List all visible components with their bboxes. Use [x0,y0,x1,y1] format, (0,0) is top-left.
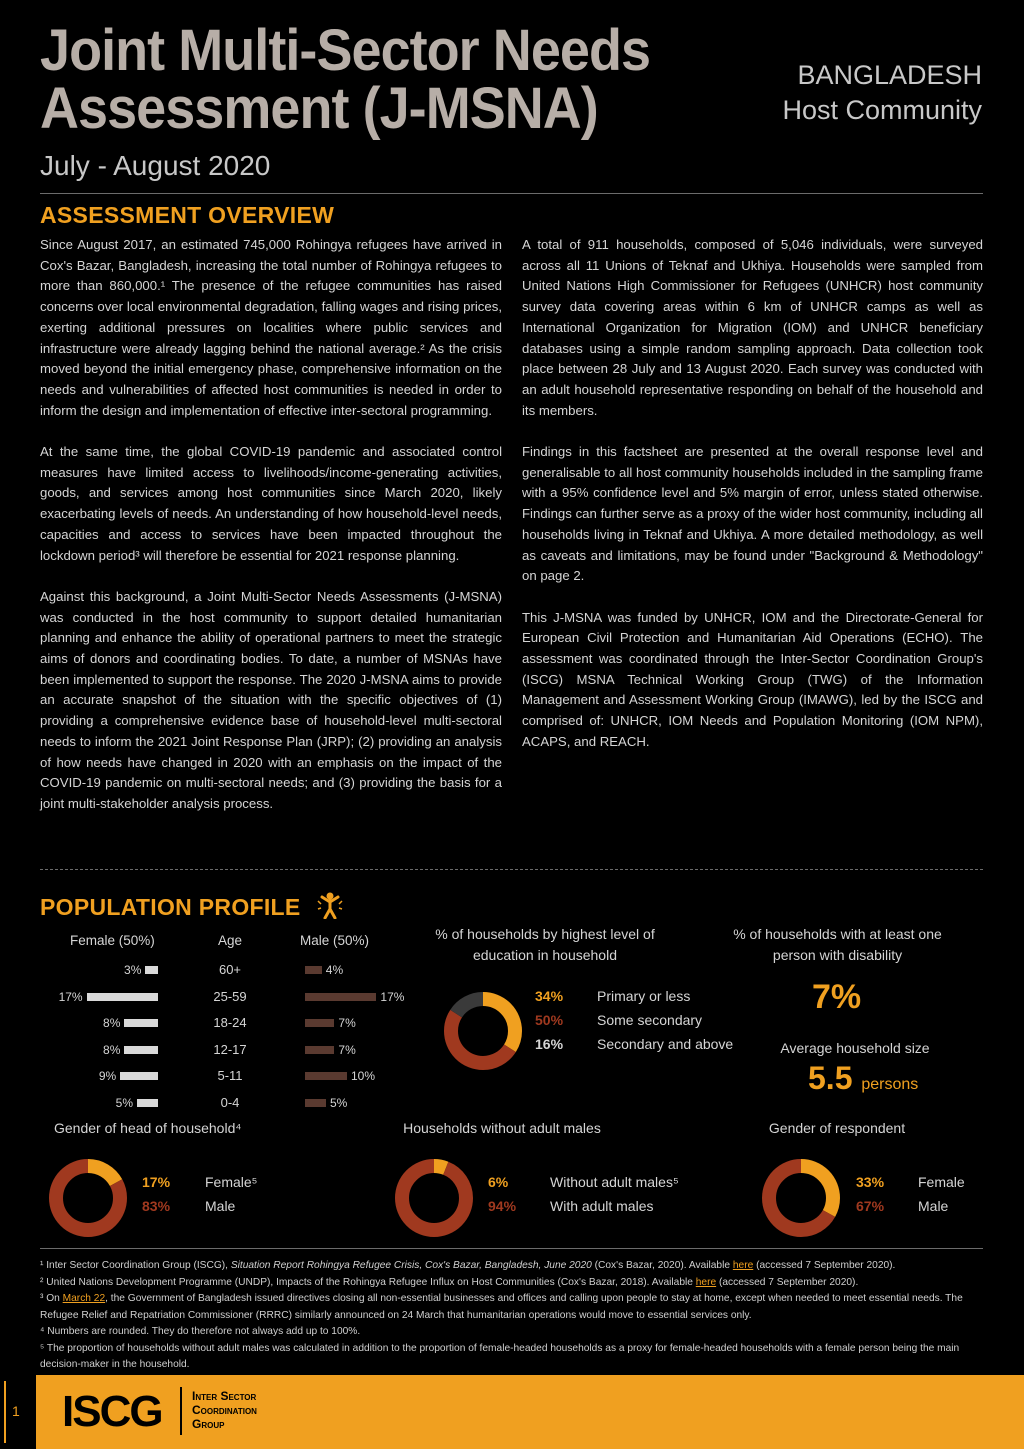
footnotes [40,1258,983,1374]
pyramid-male-bar [305,966,322,974]
pyramid-male-pct: 7% [338,1016,356,1030]
footnote-text: ³ On [40,1293,63,1304]
footnote-text: (accessed 7 September 2020). [716,1276,859,1288]
gender-respondent-title: Gender of respondent [768,1120,906,1136]
legend-percent: 17% [142,1174,171,1190]
disability-value: 7% [812,978,862,1016]
overview-paragraph: At the same time, the global COVID-19 pandemic and associated control measures have limited access to livelihoods/income-generating activities, goods, and services among host communities since March 2020, likely exacerbating levels of needs. An understanding of how household-level needs, capacities and access to services have been impacted throughout the lockdown period³ will therefore be essential for 2021 response planning. [40,444,502,563]
pyramid-male-pct: 17% [380,989,405,1004]
pyramid-male-bar [305,1046,334,1054]
gender-head-title: Gender of head of household⁴ [54,1120,242,1136]
household-size-unit: persons [861,1076,919,1093]
country-block [782,58,982,128]
footnote-divider [40,1248,983,1249]
donut-slice [402,1166,466,1230]
population-heading [40,891,345,925]
household-size-label: Average household size [780,1040,930,1056]
footnote-text: (accessed 7 September 2020). [753,1260,896,1271]
legend-label: Some secondary [597,1012,703,1028]
legend-label: With adult males [550,1198,654,1214]
pyramid-female-pct: 5% [115,1095,133,1110]
legend-percent: 16% [535,1036,564,1052]
pyramid-age-label: 18-24 [213,1015,247,1030]
footnote-text: ² United Nations Development Programme (UNDP), Impacts of the Rohingya Refugee Influx on Host Communities (Cox's Bazar, 2018). Available [40,1276,696,1288]
overview-right-column [522,235,983,773]
footnote-2 [40,1275,983,1292]
no-adult-males-donut [393,1157,475,1239]
pyramid-female-bar [124,1019,158,1027]
footnote-text: (Cox's Bazar, 2020). Available [591,1260,733,1271]
pyramid-male-bar [305,1072,347,1080]
gender-respondent-donut [760,1157,842,1239]
title-line-2: Assessment (J-MSNA) [40,76,598,141]
overview-left-column [40,235,502,835]
pyramid-age-label: 5-11 [217,1068,243,1083]
pyramid-female-pct: 9% [98,1069,117,1083]
overview-paragraph: Findings in this factsheet are presented at the overall response level and generalisable to all host community households included in the sampling frame with a 95% confidence level and 5% margin of error, unless stated otherwise. Findings can further serve as a proxy of the wider host community, including all households living in Teknaf and Ukhiya. A more detailed methodology, as well as caveats and limitations, may be found under "Background & Methodology" on page 2. [522,444,983,584]
education-donut [442,990,524,1072]
pyramid-male-bar [305,1099,326,1107]
pyramid-female-bar [137,1099,158,1107]
pyramid-female-pct: 3% [124,963,142,977]
education-title: % of households by highest level of education in household [435,926,655,963]
legend-label: Primary or less [597,988,691,1004]
household-size-number: 5.5 [808,1060,853,1096]
country-name: BANGLADESH [797,60,982,90]
footnote-text: ¹ Inter Sector Coordination Group (ISCG), [40,1260,231,1271]
gender-head-donut [47,1157,129,1239]
iscg-logo-text [192,1389,257,1431]
community-name: Host Community [782,95,982,125]
document-title [40,18,691,141]
assessment-date: July - August 2020 [40,150,271,181]
section-divider [40,869,983,870]
pyramid-female-bar [124,1046,158,1054]
logo-line: Group [192,1417,225,1431]
pyramid-age-label: 12-17 [213,1041,247,1057]
pyramid-female-bar [87,993,158,1001]
logo-line: Coordination [192,1403,257,1417]
female-label: Female (50%) [70,933,155,948]
legend-percent: 94% [488,1198,517,1214]
pyramid-female-bar [145,966,158,974]
footnote-4: ⁴ Numbers are rounded. They do therefore not always add up to 100%. [40,1326,361,1337]
legend-label: Female⁵ [205,1174,258,1190]
overview-heading: ASSESSMENT OVERVIEW [40,202,335,228]
legend-label: Secondary and above [597,1036,734,1052]
page-footer [0,1375,1024,1449]
legend-label: Without adult males⁵ [550,1174,679,1190]
footnote-5: ⁵ The proportion of households without adult males was calculated in addition to the proportion of female-headed households as a proxy for female-headed households with a female person being the main decision-maker in the household. [40,1342,960,1370]
population-heading-text: POPULATION PROFILE [40,894,301,920]
logo-line: Inter Sector [192,1389,257,1403]
footnote-italic: Situation Report Rohingya Refugee Crisis, Cox's Bazar, Bangladesh, June 2020 [230,1260,592,1271]
legend-percent: 34% [535,988,564,1004]
footnote-link[interactable]: March 22 [62,1293,106,1304]
legend-percent: 67% [856,1198,885,1214]
legend-percent: 33% [856,1174,885,1190]
legend-label: Female [918,1174,965,1190]
footnote-text: , the Government of Bangladesh issued directives closing all non-essential businesses and offices and calling upon people to stay at home, except when needed to meet essential needs. The Refugee Relief and Repatriation Commissioner (RRRC) similarly announced on 24 March that humanitarian operations would move to essential services only. [40,1293,963,1321]
title-line-1: Joint Multi-Sector Needs [40,18,651,83]
pyramid-female-pct: 8% [103,1042,121,1057]
pyramid-female-pct: 8% [103,1016,121,1030]
pyramid-age-label: 0-4 [220,1094,240,1110]
pyramid-male-pct: 10% [351,1069,376,1083]
logo-divider [180,1387,182,1435]
pyramid-age-label: 25-59 [213,988,247,1004]
header-divider [40,193,983,194]
no-adult-males-title: Households without adult males [403,1120,601,1136]
pyramid-male-bar [305,1019,334,1027]
legend-percent: 50% [535,1012,564,1028]
legend-label: Male [205,1198,236,1214]
footnote-3 [40,1291,983,1324]
iscg-logo: ISCG [62,1387,162,1436]
pyramid-male-pct: 5% [330,1095,348,1110]
pyramid-age-label: 60+ [218,962,242,977]
footnote-link[interactable]: here [732,1260,754,1271]
page-number-bar [4,1381,6,1443]
legend-percent: 83% [142,1198,171,1214]
legend-percent: 6% [488,1174,509,1190]
pyramid-male-pct: 7% [338,1042,356,1057]
disability-title: % of households with at least one person with disability [733,926,942,963]
pyramid-female-pct: 17% [58,989,83,1004]
page-number: 1 [12,1403,20,1419]
overview-paragraph: Since August 2017, an estimated 745,000 Rohingya refugees have arrived in Cox's Bazar, Bangladesh, increasing the total number of Rohingya refugees to more than 860,000.¹ The presence of the refugee communities has raised concerns over local environmental degradation, falling wages and rising prices, exerting additional pressures on localities where public services and infrastructure were already lagging behind the national average.² As the crisis moved beyond the initial emergency phase, comprehensive information on the needs and vulnerabilities of affected host communities is needed in order to inform the design and implementation of effective inter-sectoral programming. [40,237,502,418]
age-label: Age [218,933,243,948]
footnote-1 [40,1258,983,1275]
overview-paragraph: This J-MSNA was funded by UNHCR, IOM and the Directorate-General for European Civil Protection and Humanitarian Aid Operations (ECHO). The assessment was coordinated through the Inter-Sector Coordination Group's (ISCG) MSNA Technical Working Group (TWG) of the Information Management and Assessment Working Group (IMAWG), led by the ISCG and comprised of: UNHCR, IOM Needs and Population Monitoring (IOM NPM), ACAPS, and REACH. [522,609,983,749]
people-icon [315,891,345,925]
overview-paragraph: Against this background, a Joint Multi-Sector Needs Assessments (J-MSNA) was conducted in the host community to support detailed humanitarian planning and enhance the ability of operational partners to meet the strategic aims of donors and coordinating bodies. To date, a number of MSNAs have been implemented to support the response. The 2020 J-MSNA aims to provide an accurate snapshot of the situation with the specific objectives of (1) providing a comprehensive evidence base of household-level multi-sectoral needs to inform the 2021 Joint Response Plan (JRP); (2) providing an analysis of how needs have changed in 2020 with an emphasis on the impact of the COVID-19 pandemic on multi-sectoral needs; and (3) providing the basis for a joint multi-stakeholder analysis process. [40,588,502,811]
pyramid-male-bar [305,993,376,1001]
male-label: Male (50%) [300,933,370,948]
overview-paragraph: A total of 911 households, composed of 5,046 individuals, were surveyed across all 11 Unions of Teknaf and Ukhiya. Households were sampled from United Nations High Commissioner for Refugees (UNHCR) host community survey data covering areas within 6 km of UNHCR camps as well as International Organization for Migration (IOM) and UNHCR beneficiary databases using a simple random sampling approach. Data collection took place between 28 July and 13 August 2020. Each survey was conducted with an adult household representative responding on behalf of the household and its members. [522,237,983,418]
pyramid-male-pct: 4% [325,963,344,977]
household-size-value [808,1060,918,1097]
legend-label: Male [918,1198,949,1214]
footnote-link[interactable]: here [695,1276,717,1288]
pyramid-female-bar [120,1072,158,1080]
